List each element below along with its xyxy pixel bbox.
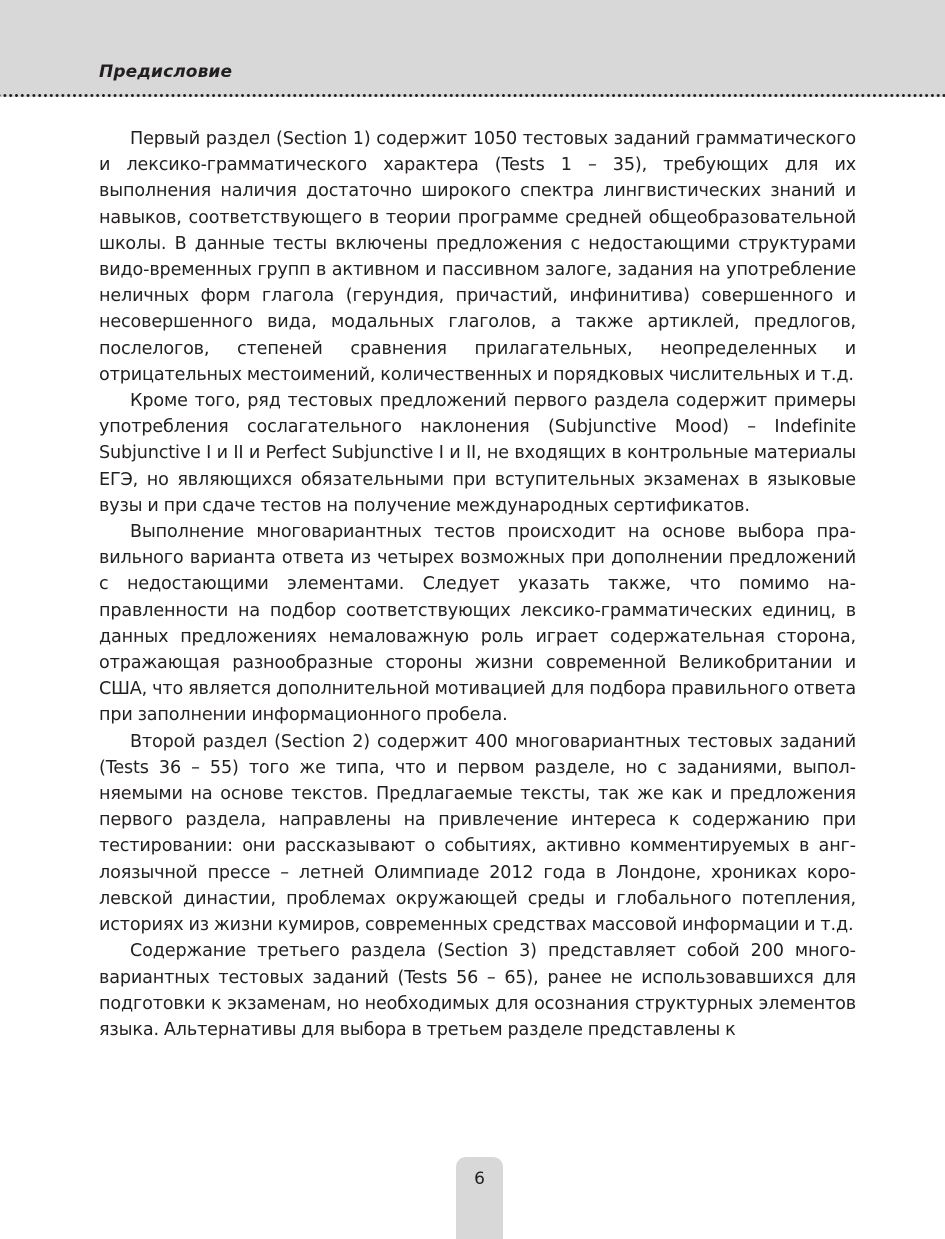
page-number-tab xyxy=(456,1157,503,1239)
body-text xyxy=(99,126,856,1043)
paragraph-section-3: Содержание третьего раздела (Section 3) представляет собой 200 многовариантных тестовых заданий (Tests 56 – 65), ранее не использовавшихся для подготовки к экзаменам, но необходимых для осознания структурных элементов языка. Альтернативы для выбора в третьем разделе представлены к xyxy=(99,941,856,1040)
paragraph-multiple-choice: Выполнение многовариантных тестов происходит на основе выбора правильного варианта ответа из четырех возможных при дополнении предложений с недостающими элементами. Следует указать также, что помимо направленности на подбор соответствующих лексико-грамматических единиц, в данных предложениях немаловажную роль играет содержательная сторона, отражающая разнообразные стороны жизни современной Великобритании и США, что является дополнительной мотивацией для подбора правильного ответа при заполнении информационного пробела. xyxy=(99,522,856,726)
paragraph-section-1: Первый раздел (Section 1) содержит 1050 тестовых заданий грамматического и лексико-грамматического характера (Tests 1 – 35), требующих для их выполнения наличия достаточно широкого спектра лингвистических знаний и навыков, соответствующего в теории программе средней общеобразовательной школы. В данные тесты включены предложения с недостающими структурами видо-временных групп в активном и пассивном залоге, задания на употребление неличных форм глагола (герундия, причастий, инфинитива) совершенного и несовершенного вида, модальных глаголов, а также артиклей, предлогов, послелогов, степеней сравнения прилагательных, неопределенных и отрицательных местоимений, количественных и порядковых числительных и т.д. xyxy=(99,129,856,385)
running-header-title: Предисловие xyxy=(99,62,233,82)
paragraph-subjunctive: Кроме того, ряд тестовых предложений первого раздела содержит примеры употребления сослагательного наклонения (Subjunctive Mood) – Indefinite Subjunctive I и II и Perfect Subjunctive I и II, не входящих в контрольные материалы ЕГЭ, но являющихся обязательными при вступительных экзаменах в языковые вузы и при сдаче тестов на получение международных сертификатов. xyxy=(99,391,856,516)
header-band xyxy=(0,0,945,97)
dotted-divider xyxy=(0,93,945,98)
page-number: 6 xyxy=(474,1169,485,1189)
paragraph-section-2: Второй раздел (Section 2) содержит 400 многовариантных тестовых заданий (Tests 36 – 55) того же типа, что и первом разделе, но с заданиями, выполняемыми на основе текстов. Предлагаемые тексты, так же как и предложения первого раздела, направлены на привлечение интереса к содержанию при тестировании: они рассказывают о событиях, активно комментируемых в англоязычной прессе – летней Олимпиаде 2012 года в Лондоне, хрониках королевской династии, проблемах окружающей среды и глобального потепления, историях из жизни кумиров, современных средствах массовой информации и т.д. xyxy=(99,731,856,936)
